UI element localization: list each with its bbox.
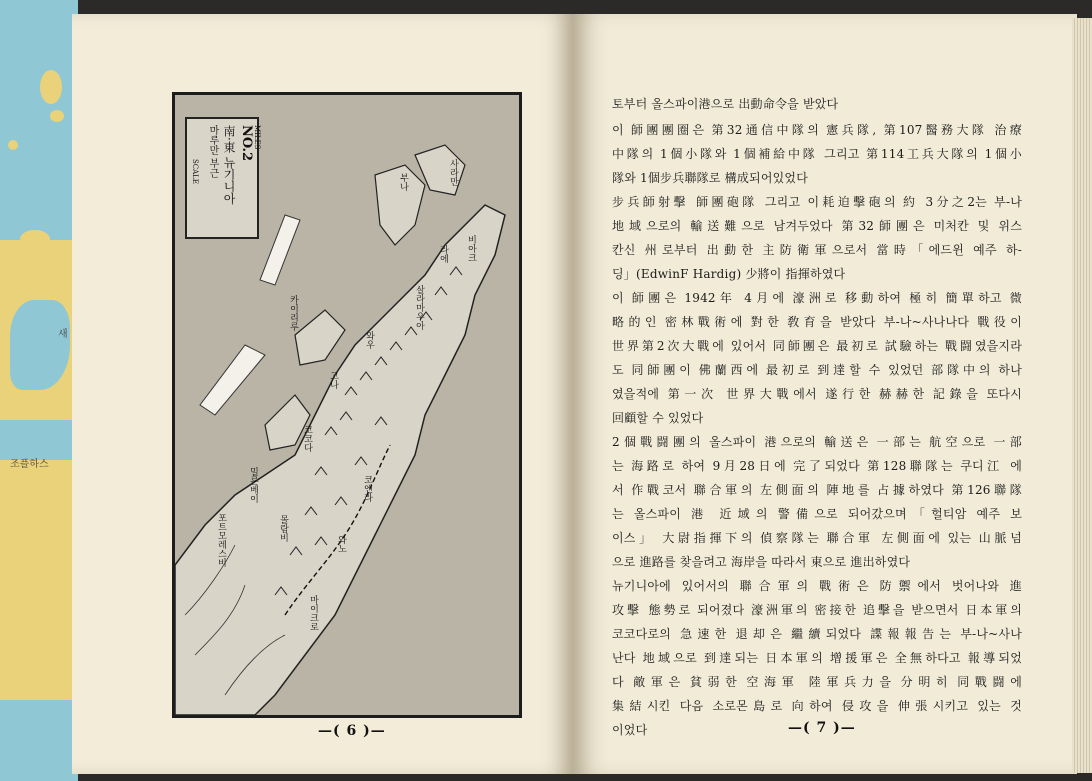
map-island <box>50 110 64 122</box>
text-line: 토부터 올스파이港으로 出動命令을 받았다 <box>612 97 839 111</box>
map-island <box>20 230 50 248</box>
map-place-label: 고나 <box>328 371 338 389</box>
text-line: 난다 地域으로 到達되는 日本軍의 增援軍은 全無하다고 報導되었 <box>612 651 1022 665</box>
text-line: 으로 進路를 찾을려고 海岸을 따라서 東으로 進出하였다 <box>612 555 911 569</box>
map-figure <box>172 92 522 718</box>
map-place-label: 포트모레스비 <box>216 513 226 567</box>
map-title-sub: 마루만 부근 <box>207 125 218 179</box>
text-line: 隊와 1個步兵聯隊로 構成되어있었다 <box>612 171 809 185</box>
text-line: 地域으로의 輸送難으로 남겨두었다 第32師團은 미처칸 및 위스 <box>612 219 1022 233</box>
page-edges <box>1072 18 1092 773</box>
text-line: 뉴기니아에 있어서의 聯合軍의 戰術은 防禦에서 벗어나와 進 <box>612 579 1022 593</box>
text-line: 이스」 大尉指揮下의 偵察隊는 聯合軍 左側面에 있는 山脈넘 <box>612 531 1022 545</box>
map-place-label: 라에 <box>438 245 448 263</box>
map-place-label: 새 <box>58 329 68 340</box>
map-place-label: 코엔라 <box>362 475 372 502</box>
map-place-label: 몰람비 <box>278 515 288 542</box>
text-line: 다 敵軍은 貧弱한 空海軍 陸軍兵力을 分明히 同戰闘에 <box>612 675 1022 689</box>
text-line: 中隊의 1個小隊와 1個補給中隊 그리고 第114工兵大隊의 1個小 <box>612 147 1022 161</box>
map-miles-label: MILES <box>253 125 261 150</box>
map-place-label: 카이리루 <box>288 295 298 331</box>
text-line: 略的인 密林戰術에 對한 敎育을 받았다 부-나~사나나다 戰役이 <box>612 315 1022 329</box>
text-line: 도 同師團이 佛蘭西에 最初로 到達할 수 있었던 部隊中의 하나 <box>612 363 1022 377</box>
map-place-label: 부나 <box>398 173 408 191</box>
map-place-label: 코코다 <box>302 425 312 452</box>
text-line: 이 師團은 1942年 4月에 濠洲로 移動하여 極히 簡單하고 微 <box>612 291 1022 305</box>
map-place-label: 밀른베이 <box>248 467 258 503</box>
map-place-label: 와노 <box>336 535 346 553</box>
page-number-left: —( 6 )— <box>318 723 386 739</box>
map-island <box>40 70 62 104</box>
map-place-label: 마이크로 <box>308 595 318 631</box>
map-scale-label: SCALE <box>191 159 199 184</box>
map-number: NO.2 <box>239 125 254 162</box>
page-number-right: —( 7 )— <box>788 720 856 736</box>
map-place-label: 사라만 <box>448 159 458 186</box>
map-place-label: 와우 <box>364 331 374 349</box>
text-line: 코코다로의 急速한 退却은 繼續되었다 諜報報告는 부-나~사나 <box>612 627 1022 641</box>
map-title-box <box>185 117 259 239</box>
map-place-label: 살라마우아 <box>414 285 424 330</box>
colored-map-sheet <box>0 0 78 781</box>
text-line: 이었다 <box>612 723 648 737</box>
text-line: 는 海路로 하여 9月28日에 完了되었다 第128聯隊는 쿠디江 에 <box>612 459 1022 473</box>
text-line: 步兵師射擊 師團砲隊 그리고 이耗迫擊砲의 約 3分之2는 부-나 <box>612 195 1022 209</box>
map-place-label: 조플하스 <box>10 459 49 470</box>
text-line: 는 올스파이 港 近域의 警備으로 되어갔으며「헐티암 예주 보 <box>612 507 1022 521</box>
text-line: 2個戰闘團의 올스파이 港으로의 輸送은 一部는 航空으로 一部 <box>612 435 1022 449</box>
text-line: 서 作戰코서 聯合軍의 左側面의 陣地를 占據하였다 第126聯隊 <box>612 483 1022 497</box>
map-title-main: 南‧東 뉴기니아 <box>222 125 236 205</box>
text-line: 칸신 州로부터 出動한 主防衛軍으로서 當時「에드윈 예주 하- <box>612 243 1022 257</box>
text-line: 回顧할 수 있었다 <box>612 411 704 425</box>
text-line: 世界第2次大戰에 있어서 同師團은 最初로 試驗하는 戰闘였을지라 <box>612 339 1022 353</box>
text-line: 集結시킨 다음 소로몬島로 向하여 侵攻을 伸張시키고 있는 것 <box>612 699 1022 713</box>
text-line: 攻擊 態勢로 되어졌다 濠洲軍의 密接한 追擊을 받으면서 日本軍의 <box>612 603 1022 617</box>
map-sea <box>10 300 70 390</box>
map-island <box>8 140 18 150</box>
text-line: 였을적에 第一次 世界大戰에서 遂行한 赫赫한 記錄을 또다시 <box>612 387 1022 401</box>
text-line: 딩」(EdwinF Hardig) 少將이 指揮하였다 <box>612 267 846 281</box>
map-sea <box>0 420 78 460</box>
text-line: 이 師團團圈은 第32通信中隊의 憲兵隊, 第107醫務大隊 治療 <box>612 123 1022 137</box>
map-place-label: 비아크 <box>466 235 476 262</box>
